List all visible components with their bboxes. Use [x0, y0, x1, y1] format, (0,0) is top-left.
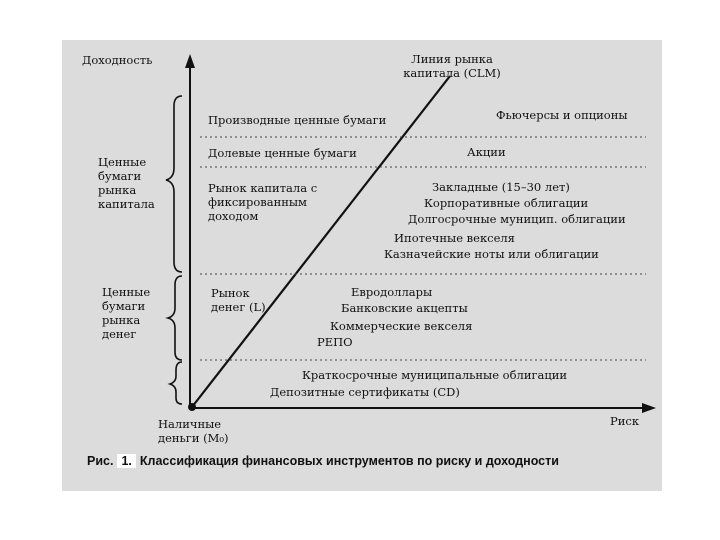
item-municipal-bonds: Долгосрочные муницип. облигации — [408, 212, 626, 226]
caption-text: Классификация финансовых инструментов по риску и доходности — [139, 454, 559, 468]
item-short-municipal: Краткосрочные муниципальные облигации — [302, 368, 568, 382]
group-capital-label: Ценные бумаги рынка капитала — [98, 155, 155, 211]
x-axis-arrow — [642, 403, 656, 413]
segment-money-market-label: Рынок денег (L) — [211, 286, 266, 314]
item-commercial-paper: Коммерческие векселя — [330, 319, 473, 333]
item-eurodollars: Евродоллары — [351, 285, 433, 299]
segment-equity-label: Долевые ценные бумаги — [208, 146, 357, 160]
caption-number: 1. — [117, 454, 135, 468]
item-stocks: Акции — [467, 145, 506, 159]
brace-short — [170, 362, 182, 404]
item-futures-options: Фьючерсы и опционы — [496, 108, 628, 122]
group-money-label: Ценные бумаги рынка денег — [102, 285, 151, 341]
item-mortgage-notes: Ипотечные векселя — [394, 231, 515, 245]
origin-label: Наличные деньги (M₀) — [158, 417, 229, 445]
y-axis-arrow — [185, 54, 195, 68]
item-mortgages: Закладные (15–30 лет) — [432, 180, 570, 194]
brace-capital — [166, 96, 182, 272]
item-repo: РЕПО — [317, 335, 353, 349]
item-corporate-bonds: Корпоративные облигации — [424, 196, 589, 210]
item-treasury-notes: Казначейские ноты или облигации — [384, 247, 599, 261]
y-axis-label: Доходность — [82, 53, 153, 67]
figure-caption — [87, 454, 559, 468]
item-deposit-certificates: Депозитные сертификаты (CD) — [270, 385, 460, 399]
x-axis-label: Риск — [610, 414, 640, 428]
segment-fixed-income-label: Рынок капитала с фиксированным доходом — [208, 181, 318, 223]
segment-derivatives-label: Производные ценные бумаги — [208, 113, 387, 127]
diagram-figure — [62, 40, 662, 491]
item-bankers-acceptances: Банковские акцепты — [341, 301, 468, 315]
clm-label: Линия рынка капитала (CLM) — [403, 52, 501, 80]
caption-prefix: Рис. — [87, 454, 114, 468]
